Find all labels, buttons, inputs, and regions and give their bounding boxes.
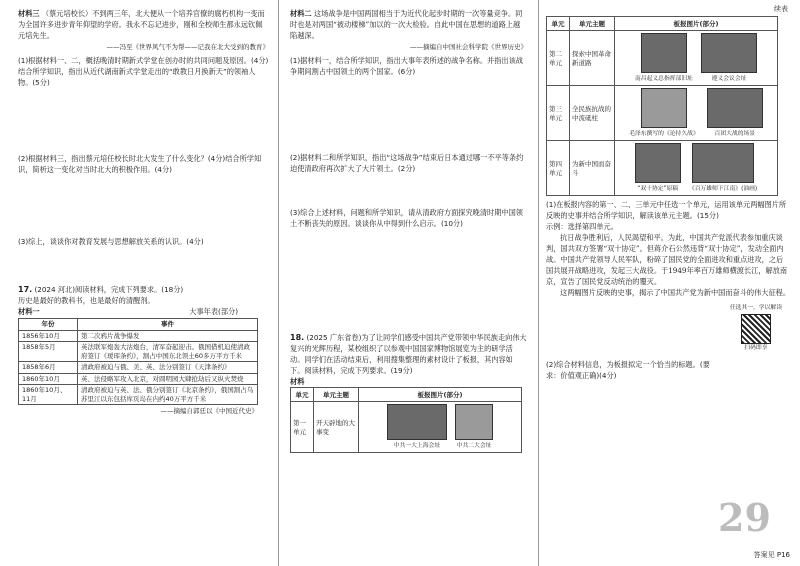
board-theme: 为新中国而奋斗 <box>570 141 615 196</box>
middle-column <box>280 0 535 566</box>
timeline-table <box>18 318 258 405</box>
board-theme: 开天辟地的大事变 <box>314 402 359 453</box>
qr-code-icon[interactable] <box>741 314 771 344</box>
board-header-images: 板报图片(部分) <box>615 17 778 31</box>
photo-caption: “双十协定”原稿 <box>637 186 679 192</box>
example-label: 示例：选择第四单元。 <box>546 222 618 231</box>
photo-caption: 中共一大上海会址 <box>393 443 441 449</box>
question-18-paragraph <box>290 332 527 376</box>
timeline-year: 1858年5月 <box>19 342 78 362</box>
photo-caption: 南昌起义总指挥部旧址 <box>634 76 693 82</box>
board-unit: 第二单元 <box>547 31 570 86</box>
board-table-part2 <box>546 16 778 196</box>
continued-label: 续表 <box>774 5 788 13</box>
example-conclusion: 这两幅图片反映的史事，揭示了中国共产党为新中国而奋斗的伟大征程。 <box>560 288 791 297</box>
answer-space <box>290 174 527 204</box>
board-theme: 全民族抗战的中流砥柱 <box>570 86 615 141</box>
material2-text: 这场战争是中国两国相当于为近代化起步时期的一次等量竞争。同时也是对两国“被动楼梯”加以的一次大检验。自此中国在思想的道路上越陷越深。 <box>290 9 523 40</box>
photo-caption: 中共二大会址 <box>456 443 492 449</box>
right-column <box>540 0 800 566</box>
qr-title: 任选其一，学以解读 <box>729 305 782 311</box>
timeline-event: 英、法侵略军攻入北京，对圆明园大肆抢劫后又纵火焚烧 <box>78 373 258 385</box>
zunyi-photo <box>701 33 757 73</box>
question-18-number: 18. <box>290 333 305 342</box>
photo-caption: 毛泽东撰写的《论持久战》 <box>629 131 699 137</box>
board-theme: 探索中国革命新道路 <box>570 31 615 86</box>
timeline-event: 清政府被迫与英、法、俄分别签订《北京条约》，俄国割占乌苏里江以东包括库页岛在内约40万平方千米 <box>78 385 258 405</box>
timeline-source: ——摘编自郭廷以《中国近代史》 <box>160 407 258 415</box>
board-header-unit: 单元 <box>547 17 570 31</box>
answer-space <box>18 88 269 150</box>
painting-photo <box>692 143 754 183</box>
question-17-number: 17. <box>18 285 33 294</box>
qr-caption: 扫码即享 <box>744 345 768 351</box>
table-row <box>547 141 778 196</box>
timeline-header-year: 年份 <box>19 319 78 331</box>
material3-label: 材料三 <box>18 9 40 18</box>
nanchang-photo <box>641 33 687 73</box>
timeline-year: 1858年6月 <box>19 362 78 374</box>
board-header-theme: 单元主题 <box>570 17 615 31</box>
book-photo <box>641 88 687 128</box>
middle-question-2: (2)据材料二和所学知识，指出“这场战争”结束后日本通过哪一不平等条约迫使清政府再次扩大了大片领土。(2分) <box>290 153 524 173</box>
column-divider <box>278 0 279 566</box>
answer-space <box>290 229 527 329</box>
table-row <box>19 362 258 374</box>
table-row <box>19 342 258 362</box>
timeline-event: 第二次鸦片战争爆发 <box>78 330 258 342</box>
answer-page-footer: 答案见 P16 <box>753 551 790 559</box>
page-big-number: 29 <box>718 495 771 540</box>
q17-material-label: 材料一 <box>18 307 40 316</box>
question-17-header <box>18 284 269 295</box>
battle-photo <box>707 88 763 128</box>
qr-block <box>546 304 790 353</box>
table-row <box>19 330 258 342</box>
board-header-theme: 单元主题 <box>314 388 359 402</box>
second-congress-photo <box>455 404 493 440</box>
answer-space <box>18 175 269 233</box>
timeline-event: 清政府被迫与俄、美、英、法分别签订《天津条约》 <box>78 362 258 374</box>
q18-material-label: 材料 <box>290 377 305 386</box>
left-question-3: (3)综上，谈谈你对教育发展与思想解放关系的认识。(4分) <box>18 237 204 246</box>
table-row <box>547 86 778 141</box>
board-table-part1 <box>290 387 522 453</box>
board-unit: 第四单元 <box>547 141 570 196</box>
answer-space <box>290 77 527 149</box>
material2-paragraph <box>290 8 527 41</box>
material2-label: 材料二 <box>290 9 312 18</box>
timeline-event: 英法联军炮轰大沽炮台，清军奋起迎击。俄国借机迫使清政府签订《瑷珲条约》，割占中国东北领土60多万平方千米 <box>78 342 258 362</box>
photo-caption: 遵义会议会址 <box>711 76 747 82</box>
timeline-year: 1860年10月、11月 <box>19 385 78 405</box>
timeline-year: 1856年10月 <box>19 330 78 342</box>
material2-source: ——摘编自中国社会科学院《世界历史》 <box>410 43 527 51</box>
board-unit: 第一单元 <box>291 402 314 453</box>
material3-text: （蔡元培校长）不到两三年，北大便从一个培养官僚的腐朽机构一变而为全国许多进步青年仰望的学府。我永不忘记进步，刚和全校师生都永远钦佩元培先生。 <box>18 9 265 40</box>
photo-caption: 《百万雄师下江南》(油画) <box>688 186 758 192</box>
timeline-caption: 大事年表(部分) <box>189 307 238 316</box>
board-header-unit: 单元 <box>291 388 314 402</box>
material3-paragraph <box>18 8 269 41</box>
timeline-year: 1860年10月 <box>19 373 78 385</box>
middle-question-3: (3)综合上述材料，问题和所学知识，请从清政府方面探究晚清时期中国领土不断丧失的原因。谈谈你从中得到什么启示。(10分) <box>290 208 523 228</box>
board-header-images: 板报图片(部分) <box>359 388 522 402</box>
shanghai-site-photo <box>387 404 447 440</box>
question-17-title: (2024 河北)阅读材料，完成下列要求。(18分) <box>34 285 184 294</box>
table-row <box>291 402 522 453</box>
table-row <box>19 373 258 385</box>
table-row <box>19 385 258 405</box>
timeline-header-event: 事件 <box>78 319 258 331</box>
photo-caption: 百团大战的场景 <box>714 131 756 137</box>
example-text: 抗日战争胜利后，人民渴望和平。为此，中国共产党派代表参加重庆谈判，国共双方签署“双十协定”。但蒋介石公然违背“双十协定”，发动全面内战。中国共产党领导人民军队，粉碎了国民党的全面进攻和重点进攻，之后国共展开战略进攻，发起三大战役。于1949年率百万雄师横渡长江，解放南京，宣告了国民党反动统治的覆灭。 <box>546 233 788 286</box>
right-question-2: (2)综合材料信息，为板报拟定一个恰当的标题。(要求：价值观正确)(4分) <box>546 360 710 380</box>
table-row <box>547 31 778 86</box>
question-17-intro: 历史是最好的教科书，也是最好的清醒剂。 <box>18 296 155 305</box>
board-unit: 第三单元 <box>547 86 570 141</box>
timeline-header-line <box>18 306 238 317</box>
left-question-1: (1)根据材料一、二，概括晚清时期新式学堂在创办时的共同问题及原因。(4分)结合所学知识，指出从近代湖南新式学堂走出的“敢教日月换新天”的领袖人物。(5分) <box>18 56 269 87</box>
left-column <box>0 0 275 566</box>
right-question-1: (1)在板报内容的第一、二、三单元中任选一个单元，运用该单元两幅图片所反映的史事并结合所学知识，解读该单元主题。(15分) <box>546 200 787 220</box>
left-question-2: (2)根据材料三，指出蔡元培任校长时北大发生了什么变化？(4分)结合所学知识，简析这一变化对当时北大的积极作用。(4分) <box>18 154 262 174</box>
material3-source: ——冯至《世界风气不为帮——记我在北大受到的教育》 <box>106 43 269 51</box>
column-divider <box>538 0 539 566</box>
middle-question-1: (1)据材料一，结合所学知识，指出大事年表所述的战争名称。并指出该战争期间割占中国领土的两个国家。(6分) <box>290 56 523 76</box>
agreement-photo <box>635 143 681 183</box>
answer-space <box>18 247 269 281</box>
question-18-title: (2025 广东省卷)为了让同学们感受中国共产党带领中华民族走向伟大复兴的光辉历程，某校组织了以参观中国国家博物馆展览为主的研学活动。同学们在活动结束后，利用搜集整理的素材设计了板报，其内容如下。阅读材料，完成下列要求。(19分) <box>290 333 527 375</box>
